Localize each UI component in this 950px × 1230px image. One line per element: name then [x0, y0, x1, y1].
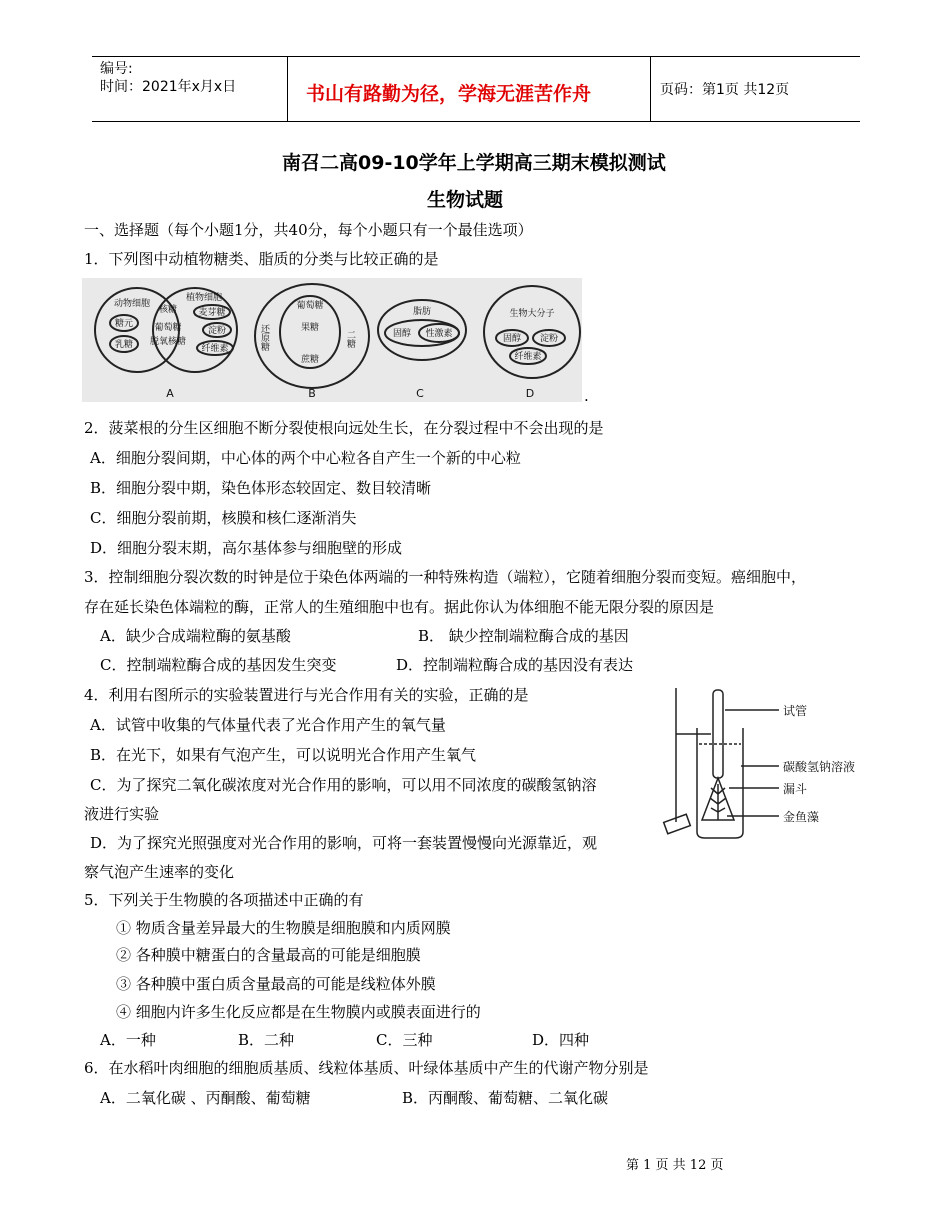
q3-stem-2: 存在延长染色体端粒的酶，正常人的生殖细胞中也有。据此你认为体细胞不能无限分裂的原因是	[84, 598, 715, 616]
q6-option-b: B．丙酮酸、葡萄糖、二氧化碳	[402, 1089, 609, 1107]
fig-a-outer-right: 植物细胞	[185, 293, 223, 303]
fig-c-outer: 脂肪	[412, 307, 432, 317]
fig-b-bottom: 蔗糖	[300, 355, 320, 365]
fig-b-top: 葡萄糖	[296, 301, 324, 311]
q1-figure-dot: .	[584, 387, 589, 405]
q4-apparatus-figure	[655, 682, 875, 847]
q2-option-d: D．细胞分裂末期，高尔基体参与细胞壁的形成	[90, 539, 403, 557]
q5-option-b: B．二种	[238, 1031, 295, 1049]
fig-a-left-1: 乳糖	[114, 340, 134, 350]
fig-d-item-2: 纤维素	[514, 352, 542, 362]
q2-option-a: A．细胞分裂间期，中心体的两个中心粒各自产生一个新的中心粒	[90, 449, 521, 467]
fig-a-outer-mid: 核糖	[158, 305, 178, 315]
q5-item-2: ② 各种膜中糖蛋白的含量最高的可能是细胞膜	[116, 946, 421, 964]
fig-d-outer: 生物大分子	[509, 309, 555, 319]
fig-d-item-0: 固醇	[502, 334, 522, 344]
q2-option-c: C．细胞分裂前期，核膜和核仁逐渐消失	[90, 509, 357, 527]
q4-option-d-cont: 察气泡产生速率的变化	[84, 863, 235, 881]
q5-item-1: ① 物质含量差异最大的生物膜是细胞膜和内质网膜	[116, 919, 451, 937]
header-top-rule	[92, 56, 860, 57]
q3-option-b: B． 缺少控制端粒酶合成的基因	[418, 627, 629, 645]
q4-option-a: A．试管中收集的气体量代表了光合作用产生的氧气量	[90, 716, 446, 734]
fig-c-item-1: 性激素	[425, 329, 453, 339]
fig-d-item-1: 淀粉	[539, 334, 559, 344]
fig-label-c: C	[416, 387, 424, 400]
header-number-label: 编号:	[100, 61, 133, 77]
q6-option-a: A．二氧化碳 、丙酮酸、葡萄糖	[100, 1089, 311, 1107]
q5-item-4: ④ 细胞内许多生化反应都是在生物膜内或膜表面进行的	[116, 1003, 481, 1021]
fig-label-d: D	[525, 387, 535, 400]
q4-option-c: C．为了探究二氧化碳浓度对光合作用的影响，可以用不同浓度的碳酸氢钠溶	[90, 776, 597, 794]
fig4-label-solution: 碳酸氢钠溶液	[783, 760, 856, 774]
q4-option-c-cont: 液进行实验	[84, 805, 160, 823]
header-divider-right	[650, 57, 651, 121]
header-motto: 书山有路勤为径，学海无涯苦作舟	[306, 83, 592, 105]
q3-option-d: D．控制端粒酶合成的基因没有表达	[396, 656, 634, 674]
header-divider-left	[287, 57, 288, 121]
fig-b-mid: 果糖	[300, 323, 320, 333]
q6-stem: 6．在水稻叶肉细胞的细胞质基质、线粒体基质、叶绿体基质中产生的代谢产物分别是	[84, 1059, 649, 1077]
fig-a-inner-1: 脱氧核糖	[149, 337, 187, 347]
fig-c-item-0: 固醇	[392, 329, 412, 339]
q4-option-d: D．为了探究光照强度对光合作用的影响，可将一套装置慢慢向光源靠近，观	[90, 834, 598, 852]
fig-a-right-2: 纤维素	[201, 344, 229, 354]
q5-stem: 5．下列关于生物膜的各项描述中正确的有	[84, 891, 364, 909]
header-time-label: 时间：2021年x月x日	[100, 79, 237, 95]
q5-option-a: A．一种	[100, 1031, 156, 1049]
fig4-label-plant: 金鱼藻	[783, 810, 820, 824]
q5-option-c: C．三种	[376, 1031, 433, 1049]
fig4-label-tube: 试管	[783, 704, 808, 718]
fig-b-left-label: 还原糖	[259, 324, 269, 351]
q1-venn-diagrams	[82, 278, 582, 402]
fig-a-inner-0: 葡萄糖	[154, 323, 182, 333]
q1-figure	[82, 278, 582, 402]
fig-a-outer-left: 动物细胞	[113, 299, 151, 309]
q4-stem: 4．利用右图所示的实验装置进行与光合作用有关的实验，正确的是	[84, 686, 529, 704]
fig-a-right-0: 麦芽糖	[198, 308, 226, 318]
header-bottom-rule	[92, 121, 860, 122]
header-page-info: 页码：第1页 共12页	[660, 82, 790, 98]
q5-item-3: ③ 各种膜中蛋白质含量最高的可能是线粒体外膜	[116, 975, 436, 993]
page-title: 南召二高09-10学年上学期高三期末模拟测试	[282, 152, 666, 174]
q3-stem-1: 3．控制细胞分裂次数的时钟是位于染色体两端的一种特殊构造（端粒），它随着细胞分裂而变短。癌细胞中，	[84, 568, 807, 586]
q1-stem: 1．下列图中动植物糖类、脂质的分类与比较正确的是	[84, 250, 439, 268]
page-footer: 第 1 页 共 12 页	[626, 1158, 724, 1173]
fig-a-right-1: 淀粉	[207, 326, 227, 336]
section-heading: 一、选择题（每个小题1分，共40分，每个小题只有一个最佳选项）	[84, 221, 533, 239]
fig-a-left-0: 糖元	[114, 319, 134, 329]
q4-option-b: B．在光下，如果有气泡产生，可以说明光合作用产生氧气	[90, 746, 477, 764]
fig-label-b: B	[308, 387, 316, 400]
q5-option-d: D．四种	[532, 1031, 590, 1049]
fig-b-right-label: 二糖	[345, 330, 355, 348]
q3-option-c: C．控制端粒酶合成的基因发生突变	[100, 656, 337, 674]
q3-option-a: A．缺少合成端粒酶的氨基酸	[100, 627, 291, 645]
fig-label-a: A	[166, 387, 174, 400]
fig4-label-funnel: 漏斗	[783, 782, 808, 796]
q2-stem: 2．菠菜根的分生区细胞不断分裂使根向远处生长，在分裂过程中不会出现的是	[84, 419, 604, 437]
page-subtitle: 生物试题	[427, 189, 504, 211]
q2-option-b: B．细胞分裂中期，染色体形态较固定、数目较清晰	[90, 479, 432, 497]
